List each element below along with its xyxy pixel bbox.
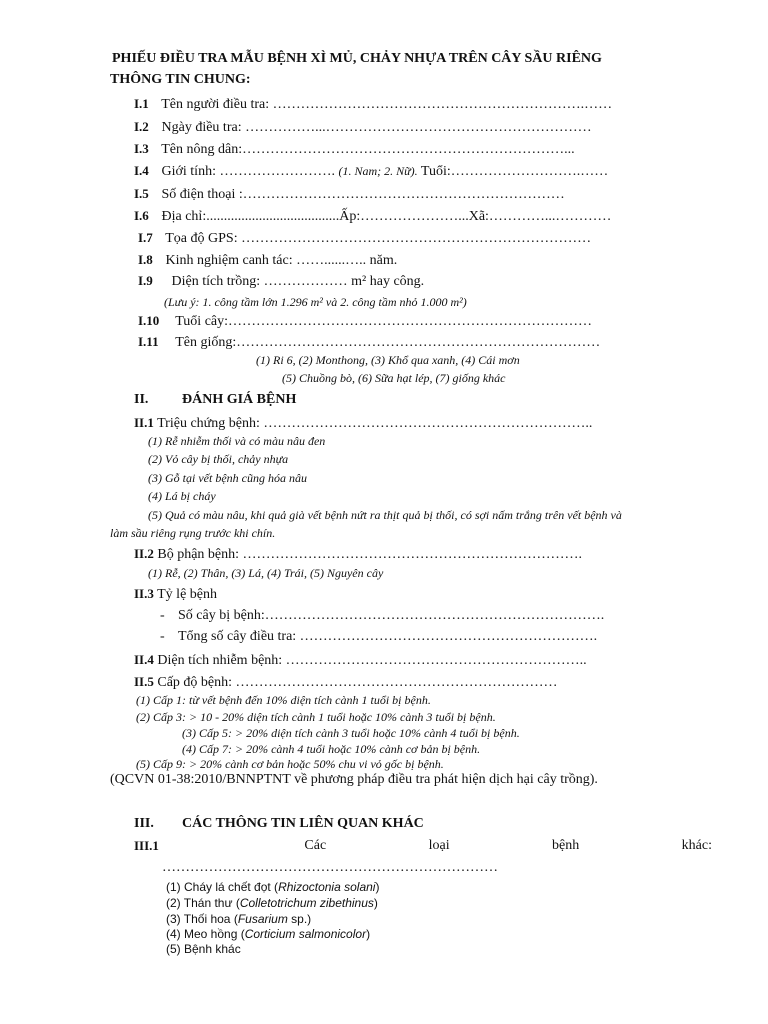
disease-suffix: ) <box>375 880 380 894</box>
field-symptoms[interactable] <box>134 415 592 432</box>
section-number: II. <box>134 392 149 407</box>
disease-name: (5) Bệnh khác <box>166 942 241 956</box>
disease-level-option: (2) Cấp 3: > 10 - 20% diện tích cành 1 tuổi hoặc 10% cành 3 tuổi bị bệnh. <box>136 710 496 724</box>
scientific-name: Colletotrichum zibethinus <box>239 896 374 910</box>
field-number: I.4 <box>134 163 149 178</box>
field-number: II.2 <box>134 546 154 561</box>
field-number: I.9 <box>138 273 153 288</box>
field-disease-level[interactable] <box>134 674 558 691</box>
symptom-option: (4) Lá bị cháy <box>148 489 216 503</box>
field-number: I.7 <box>138 230 153 245</box>
area-note <box>164 293 467 311</box>
field-number: II.1 <box>134 415 154 430</box>
field-label: Tên nông dân:……………………………………………………………... <box>161 142 575 157</box>
disease-level-option: (3) Cấp 5: > 20% diện tích cành 3 tuổi hoặc 10% cành 4 tuổi bị bệnh. <box>182 726 520 740</box>
field-gps[interactable] <box>138 230 591 247</box>
field-infected-area[interactable] <box>134 652 587 669</box>
symptom-option: (3) Gỗ tại vết bệnh cũng hóa nâu <box>148 471 307 485</box>
scientific-name: Fusarium <box>237 912 288 926</box>
field-affected-part[interactable] <box>134 546 582 563</box>
field-label: Ngày điều tra: ……………...………………………………………………… <box>161 120 592 135</box>
field-label: Giới tính: ……………………. <box>161 164 335 179</box>
section-disease-heading <box>134 392 296 408</box>
variety-options-line-2: (5) Chuồng bò, (6) Sữa hạt lép, (7) giống khác <box>282 371 506 385</box>
disease-suffix: ) <box>366 927 371 941</box>
field-label: Số điện thoại :…………………………………………………………… <box>161 187 565 202</box>
scientific-name: Corticium salmonicolor <box>244 927 367 941</box>
field-label: Cấp độ bệnh: …………………………………………………………… <box>157 675 558 690</box>
field-number: I.1 <box>134 96 149 111</box>
field-number: I.2 <box>134 119 149 134</box>
field-label-word: loại <box>428 838 450 853</box>
field-other-diseases[interactable] <box>134 838 712 854</box>
field-label: Tên giống:…………………………………………………………………… <box>175 335 601 350</box>
field-experience[interactable] <box>138 252 397 269</box>
field-label: Tổng số cây điều tra: ………………………………………………………. <box>178 629 598 644</box>
other-diseases-dots: ……………………………………………………………… <box>162 860 498 875</box>
bullet-dash: - <box>160 629 165 644</box>
field-total-tree-count[interactable] <box>160 629 597 645</box>
field-tree-age[interactable] <box>138 313 592 330</box>
disease-item <box>166 880 379 894</box>
field-label: Bộ phận bệnh: ………………………………………………………………. <box>157 547 583 562</box>
field-phone[interactable] <box>134 186 565 203</box>
field-number: I.11 <box>138 334 159 349</box>
disease-level-option: (5) Cấp 9: > 20% cành cơ bản hoặc 50% chu vi vỏ gốc bị bệnh. <box>136 757 444 771</box>
field-label-word: Các <box>304 838 327 853</box>
disease-name: (3) Thối hoa ( <box>166 912 238 926</box>
field-number: II.4 <box>134 652 154 667</box>
field-label-word: bệnh <box>552 838 580 853</box>
disease-item <box>166 896 378 910</box>
field-disease-rate <box>134 586 217 603</box>
field-variety[interactable] <box>138 334 600 351</box>
field-label: Địa chỉ:......................................Ấp:…………………...Xã:…………...………… <box>161 209 612 224</box>
disease-item <box>166 912 311 926</box>
section-title: CÁC THÔNG TIN LIÊN QUAN KHÁC <box>182 816 424 831</box>
field-label: Triệu chứng bệnh: …………………………………………………………….. <box>157 416 593 431</box>
field-survey-date[interactable] <box>134 119 592 136</box>
field-label: Diện tích nhiễm bệnh: ……………………………………………………….. <box>157 653 587 668</box>
disease-level-option: (1) Cấp 1: từ vết bệnh đến 10% diện tích cành 1 tuổi bị bệnh. <box>136 693 431 707</box>
scientific-name: Rhizoctonia solani <box>278 880 376 894</box>
field-gender-age[interactable] <box>134 163 608 180</box>
gender-note: (1. Nam; 2. Nữ). <box>338 164 418 178</box>
field-planting-area[interactable] <box>138 273 424 290</box>
disease-name: (4) Meo hồng ( <box>166 927 245 941</box>
disease-name: (2) Thán thư ( <box>166 896 240 910</box>
disease-item <box>166 942 241 956</box>
age-label: Tuổi:……………………….…… <box>417 164 609 179</box>
symptom-option-continued: làm sầu riêng rụng trước khi chín. <box>110 526 276 540</box>
symptom-option: (5) Quả có màu nâu, khi quả già vết bệnh nứt ra thịt quả bị thối, có sợi nấm trắng trên vết bệnh và <box>148 508 622 522</box>
disease-name: (1) Cháy lá chết đọt ( <box>166 880 279 894</box>
field-label: Tọa độ GPS: ………………………………………………………………… <box>165 231 592 246</box>
field-label: Số cây bị bệnh:………………………………………………………………. <box>178 608 605 623</box>
field-label-word: khác: <box>681 838 712 853</box>
field-label: Tỷ lệ bệnh <box>157 587 217 602</box>
regulation-reference: (QCVN 01-38:2010/BNNPTNT về phương pháp điều tra phát hiện dịch hại cây trồng). <box>110 772 598 787</box>
field-number: III.1 <box>134 838 159 853</box>
section-title: ĐÁNH GIÁ BỆNH <box>182 392 297 407</box>
area-note-text: (Lưu ý: 1. công tầm lớn 1.296 m² và 2. công tầm nhỏ 1.000 m²) <box>164 295 467 309</box>
field-number: I.5 <box>134 186 149 201</box>
disease-level-option: (4) Cấp 7: > 20% cành 4 tuổi hoặc 10% cành cơ bản bị bệnh. <box>182 742 481 756</box>
section-general-info-heading: THÔNG TIN CHUNG: <box>110 72 251 87</box>
document-title: PHIẾU ĐIỀU TRA MẪU BỆNH XÌ MỦ, CHẢY NHỰA TRÊN CÂY SẦU RIÊNG <box>112 51 602 66</box>
field-label: Tên người điều tra: ………………………………………………………….…… <box>161 97 613 112</box>
field-number: I.8 <box>138 252 153 267</box>
section-number: III. <box>134 816 154 831</box>
affected-part-options: (1) Rễ, (2) Thân, (3) Lá, (4) Trái, (5) Nguyên cây <box>148 566 384 580</box>
field-number: II.3 <box>134 586 154 601</box>
disease-suffix: sp.) <box>287 912 312 926</box>
field-number: II.5 <box>134 674 154 689</box>
field-number: I.10 <box>138 313 160 328</box>
field-surveyor-name[interactable] <box>134 96 612 113</box>
field-address[interactable] <box>134 208 611 225</box>
disease-item <box>166 927 370 941</box>
variety-options-line-1: (1) Ri 6, (2) Monthong, (3) Khổ qua xanh, (4) Cái mơn <box>256 353 520 367</box>
field-infected-tree-count[interactable] <box>160 608 604 624</box>
bullet-dash: - <box>160 608 165 623</box>
field-label: Kinh nghiệm canh tác: ……......….. năm. <box>165 253 398 268</box>
field-label: Tuổi cây:…………………………………………………………………… <box>175 314 593 329</box>
symptom-option: (2) Vỏ cây bị thối, chảy nhựa <box>148 452 289 466</box>
field-farmer-name[interactable] <box>134 141 575 158</box>
field-number: I.6 <box>134 208 149 223</box>
disease-suffix: ) <box>373 896 378 910</box>
symptom-option: (1) Rễ nhiễm thối và có màu nâu đen <box>148 434 326 448</box>
field-label: Diện tích trồng: ……………… m² hay công. <box>171 274 425 289</box>
section-other-info-heading <box>134 816 424 832</box>
field-number: I.3 <box>134 141 149 156</box>
